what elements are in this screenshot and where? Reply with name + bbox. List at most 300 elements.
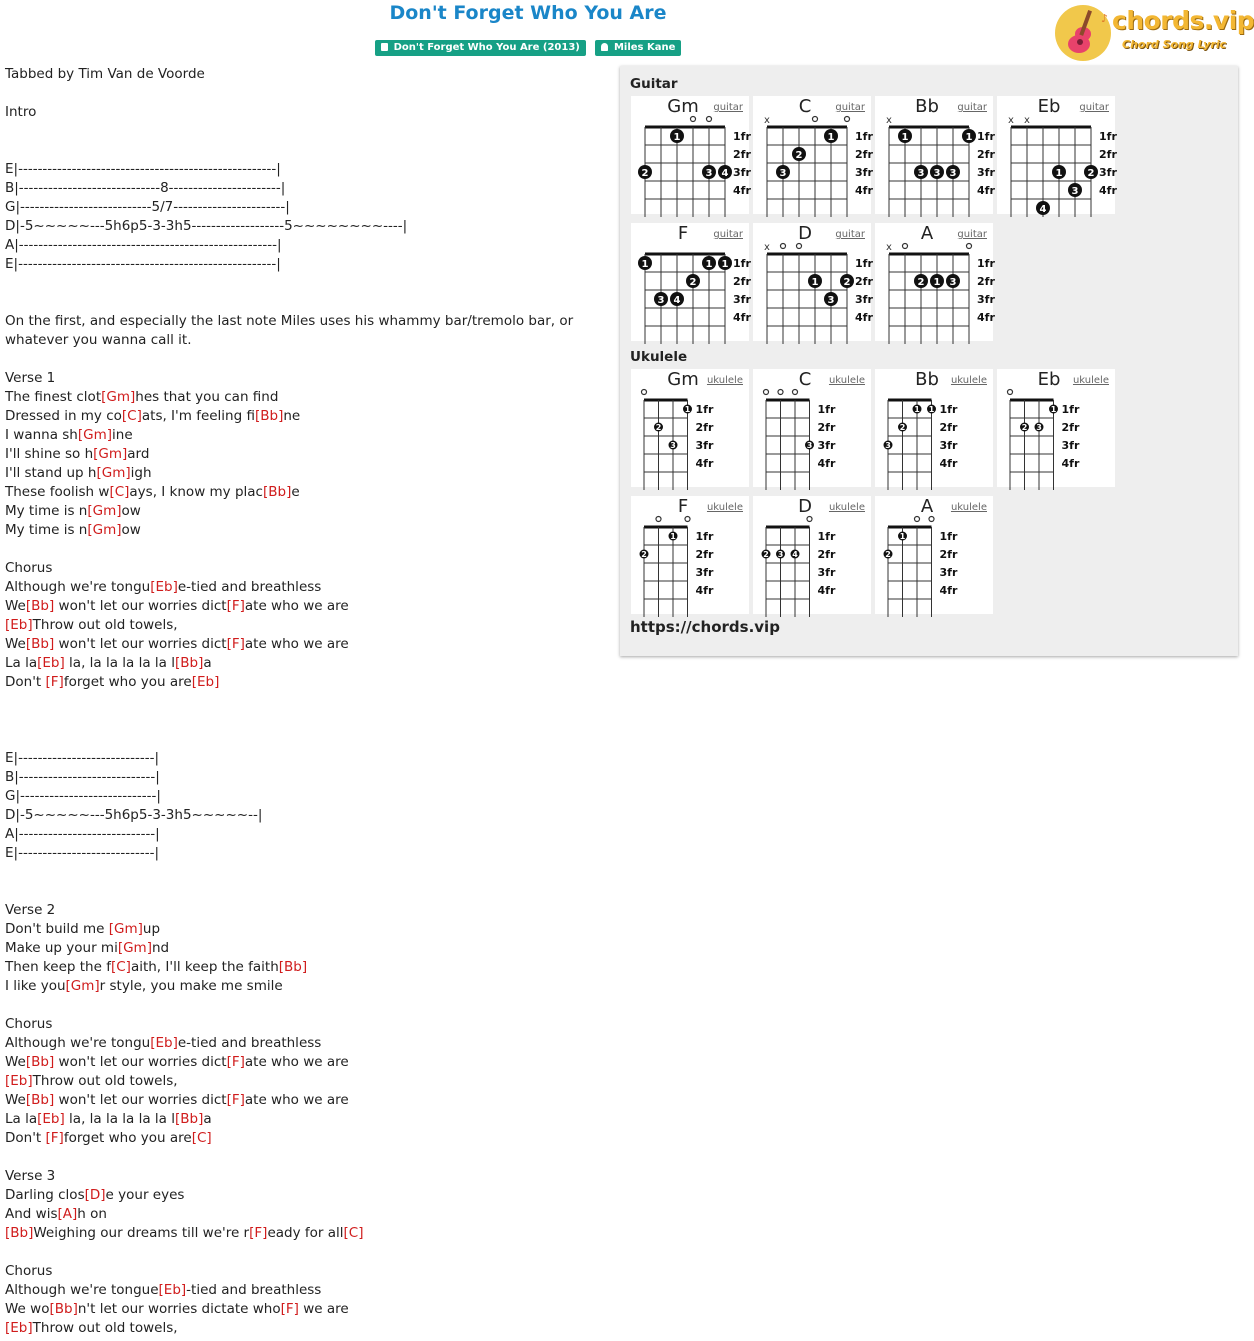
fret-label: 1fr: [977, 130, 995, 143]
guitar-link[interactable]: guitar: [835, 229, 865, 240]
chord-diagram: [753, 223, 871, 341]
lyric-text: ate who we are: [244, 636, 349, 652]
lyric-text: We: [5, 636, 26, 652]
finger-number: 1: [721, 259, 729, 270]
lyric-line: [5, 160, 610, 179]
chord-marker[interactable]: [Eb]: [158, 1282, 187, 1298]
lyric-line: [5, 597, 610, 616]
guitar-link[interactable]: guitar: [957, 229, 987, 240]
finger-number: 1: [641, 259, 649, 270]
chord-marker[interactable]: [Gm]: [93, 446, 128, 462]
fret-label: 2fr: [1061, 421, 1080, 434]
chord-name: A: [920, 496, 934, 517]
lyric-text: ats, I'm feeling fi: [141, 408, 255, 424]
fret-label: 2fr: [855, 275, 873, 288]
finger-number: 2: [763, 550, 769, 559]
lyric-text: My time is n: [5, 503, 88, 519]
fret-label: 3fr: [855, 293, 873, 306]
album-tag-label: Don't Forget Who You Are (2013): [393, 42, 580, 53]
open-string-marker: [967, 244, 972, 249]
lyric-text: won't let our worries dict: [54, 1054, 227, 1070]
chord-marker[interactable]: [Eb]: [5, 1073, 33, 1089]
lyric-line: [5, 711, 610, 730]
fret-label: 1fr: [977, 257, 995, 270]
open-string-marker: [813, 117, 818, 122]
chord-diagram: [631, 96, 749, 214]
finger-number: 3: [949, 277, 957, 288]
finger-number: 3: [827, 295, 835, 306]
chord-marker[interactable]: [F]: [280, 1301, 299, 1317]
fret-label: 4fr: [817, 457, 836, 470]
chord-diagram: [875, 369, 993, 487]
open-string-marker: [656, 517, 661, 522]
fret-label: 1fr: [1099, 130, 1117, 143]
guitar-link[interactable]: guitar: [713, 102, 743, 113]
chord-marker[interactable]: [Bb]: [25, 1092, 55, 1108]
fret-label: 2fr: [817, 421, 836, 434]
lyric-text: ate who we are: [244, 1092, 349, 1108]
lyric-text: G|----------------------------|: [5, 788, 161, 804]
fret-label: 2fr: [977, 275, 995, 288]
lyric-text: won't let our worries dict: [54, 1092, 227, 1108]
chord-marker[interactable]: [F]: [226, 1054, 245, 1070]
ukulele-link[interactable]: ukulele: [828, 502, 865, 513]
lyric-text: E|-----------------------------------------------------|: [5, 161, 281, 177]
chord-marker[interactable]: [Eb]: [5, 617, 33, 633]
finger-number: 1: [933, 277, 941, 288]
lyric-line: [5, 331, 610, 350]
finger-number: 3: [933, 168, 941, 179]
lyric-text: up: [142, 921, 161, 937]
chord-marker[interactable]: [D]: [84, 1187, 106, 1203]
lyric-line: [5, 920, 610, 939]
ukulele-chord-eb[interactable]: [997, 369, 1115, 487]
lyric-line: [5, 616, 610, 635]
chord-marker[interactable]: [F]: [226, 636, 245, 652]
ukulele-chord-bb[interactable]: [875, 369, 993, 487]
lyric-text: ard: [127, 446, 150, 462]
open-string-marker: [793, 390, 798, 395]
guitar-link[interactable]: guitar: [1079, 102, 1109, 113]
lyric-line: [5, 407, 610, 426]
lyric-line: [5, 635, 610, 654]
lyric-text: We: [5, 1054, 26, 1070]
lyric-line: [5, 958, 610, 977]
ukulele-link[interactable]: ukulele: [828, 375, 865, 386]
finger-number: 3: [1036, 423, 1042, 432]
chord-marker[interactable]: [Bb]: [254, 408, 284, 424]
ukulele-chord-d[interactable]: [753, 496, 871, 614]
chord-marker[interactable]: [F]: [45, 1130, 64, 1146]
fret-label: 2fr: [977, 148, 995, 161]
chord-marker[interactable]: [Eb]: [150, 579, 178, 595]
fret-label: 2fr: [695, 421, 714, 434]
fret-label: 1fr: [733, 130, 751, 143]
finger-number: 2: [641, 168, 649, 179]
chord-name: Gm: [667, 369, 699, 390]
finger-number: 3: [705, 168, 713, 179]
lyric-line: [5, 1281, 610, 1300]
lyric-text: Although we're tongue: [5, 1282, 159, 1298]
fret-label: 2fr: [1099, 148, 1117, 161]
chord-marker[interactable]: [Bb]: [174, 655, 204, 671]
chord-diagram: [997, 369, 1115, 487]
finger-number: 4: [673, 295, 681, 306]
chord-marker[interactable]: [Bb]: [174, 1111, 204, 1127]
lyric-line: [5, 65, 610, 84]
chord-marker[interactable]: [Eb]: [5, 1320, 33, 1336]
chord-marker[interactable]: [Eb]: [37, 655, 65, 671]
lyric-text: won't let our worries dict: [54, 636, 227, 652]
chord-name: D: [798, 496, 812, 517]
lyric-text: Make up your mi: [5, 940, 118, 956]
fret-label: 2fr: [939, 421, 958, 434]
fret-label: 4fr: [1099, 184, 1117, 197]
chord-marker[interactable]: [Eb]: [37, 1111, 65, 1127]
lyric-line: [5, 1053, 610, 1072]
ukulele-chord-a[interactable]: [875, 496, 993, 614]
finger-number: 3: [806, 441, 813, 450]
open-string-marker: [781, 244, 786, 249]
lyric-line: [5, 521, 610, 540]
ukulele-link[interactable]: ukulele: [706, 375, 743, 386]
person-icon: [601, 43, 608, 51]
lyric-text: a: [203, 655, 212, 671]
lyric-text: r style, you make me smile: [99, 978, 283, 994]
fret-label: 3fr: [817, 566, 836, 579]
fret-label: 2fr: [695, 548, 714, 561]
lyric-text: Verse 3: [5, 1168, 56, 1184]
lyric-text: These foolish w: [5, 484, 110, 500]
lyric-text: Don't build me: [5, 921, 109, 937]
lyric-text: Darling clos: [5, 1187, 85, 1203]
lyric-text: My time is n: [5, 522, 88, 538]
finger-number: 4: [792, 550, 798, 559]
finger-number: 1: [670, 532, 676, 541]
chord-diagram: [631, 496, 749, 614]
lyric-text: And wis: [5, 1206, 58, 1222]
fret-label: 4fr: [855, 184, 873, 197]
ukulele-link[interactable]: ukulele: [706, 502, 743, 513]
chord-name: F: [677, 496, 689, 517]
chord-name: C: [798, 369, 812, 390]
site-link[interactable]: https://chords.vip: [630, 618, 780, 636]
fret-label: 3fr: [1099, 166, 1117, 179]
open-string-marker: [778, 390, 783, 395]
lyric-text: Although we're tongu: [5, 579, 151, 595]
finger-number: 3: [1071, 186, 1079, 197]
open-string-marker: [685, 517, 690, 522]
lyric-line: [5, 1167, 610, 1186]
chord-marker[interactable]: [Eb]: [150, 1035, 178, 1051]
album-icon: [381, 43, 388, 51]
chord-marker[interactable]: [Gm]: [108, 921, 143, 937]
lyric-line: [5, 179, 610, 198]
lyric-line: [5, 369, 610, 388]
chord-marker[interactable]: [Gm]: [101, 389, 136, 405]
lyric-text: Throw out old towels,: [32, 1073, 178, 1089]
lyric-text: I'll shine so h: [5, 446, 94, 462]
chord-marker[interactable]: [Bb]: [49, 1301, 78, 1317]
lyric-text: Weighing our dreams till we're r: [33, 1225, 250, 1241]
lyric-text: ow: [121, 522, 141, 538]
ukulele-link[interactable]: ukulele: [950, 502, 987, 513]
open-string-marker: [797, 244, 802, 249]
lyric-text: forget who you are: [63, 674, 192, 690]
finger-number: 2: [1021, 423, 1028, 432]
page-title: Don't Forget Who You Are: [389, 2, 667, 24]
fret-label: 1fr: [855, 130, 873, 143]
lyric-text: Throw out old towels,: [32, 617, 178, 633]
fret-label: 1fr: [817, 530, 836, 543]
ukulele-link[interactable]: ukulele: [950, 375, 987, 386]
lyric-line: [5, 426, 610, 445]
lyric-line: [5, 654, 610, 673]
chord-marker[interactable]: [Gm]: [87, 522, 122, 538]
lyric-text: G|---------------------------5/7-----------------------|: [5, 199, 290, 215]
lyric-text: igh: [130, 465, 152, 481]
finger-number: 3: [670, 441, 676, 450]
lyric-line: [5, 103, 610, 122]
chord-marker[interactable]: [C]: [343, 1225, 364, 1241]
chord-marker[interactable]: [Gm]: [117, 940, 152, 956]
lyric-text: h on: [77, 1206, 107, 1222]
site-logo[interactable]: [1054, 2, 1254, 62]
lyric-text: e: [291, 484, 300, 500]
chord-marker[interactable]: [A]: [57, 1206, 78, 1222]
lyric-text: La la: [5, 655, 38, 671]
fret-label: 1fr: [695, 403, 714, 416]
lyric-line: [5, 1091, 610, 1110]
chord-panel: [620, 66, 1238, 656]
lyric-line: [5, 882, 610, 901]
fret-label: 4fr: [695, 457, 714, 470]
guitar-chord-eb[interactable]: [997, 96, 1115, 214]
fret-label: 1fr: [939, 530, 958, 543]
finger-number: 1: [965, 132, 973, 143]
lyric-text: ow: [121, 503, 141, 519]
finger-number: 2: [1087, 168, 1095, 179]
lyric-line: [5, 388, 610, 407]
chord-marker[interactable]: [Gm]: [77, 427, 113, 443]
ukulele-link[interactable]: ukulele: [1072, 375, 1109, 386]
fret-label: 3fr: [1061, 439, 1080, 452]
chord-marker[interactable]: [C]: [109, 484, 130, 500]
lyric-text: e-tied and breathless: [177, 579, 322, 595]
finger-number: 1: [914, 405, 920, 414]
finger-number: 1: [811, 277, 819, 288]
finger-number: 2: [641, 550, 647, 559]
chord-name: Bb: [915, 96, 939, 117]
lyric-line: [5, 236, 610, 255]
lyric-line: [5, 445, 610, 464]
chord-marker[interactable]: [C]: [191, 1130, 212, 1146]
fret-label: 2fr: [939, 548, 958, 561]
chord-marker[interactable]: [Eb]: [191, 674, 220, 690]
finger-number: 4: [1039, 204, 1047, 215]
ukulele-chord-gm[interactable]: [631, 369, 749, 487]
finger-number: 2: [885, 550, 891, 559]
lyric-text: Chorus: [5, 560, 53, 576]
lyric-line: [5, 293, 610, 312]
chord-marker[interactable]: [F]: [226, 598, 245, 614]
lyric-text: B|----------------------------|: [5, 769, 160, 785]
chord-marker[interactable]: [F]: [249, 1225, 268, 1241]
lyric-text: ate who we are: [244, 1054, 349, 1070]
finger-number: 2: [843, 277, 851, 288]
lyric-text: Throw out old towels,: [32, 1320, 178, 1336]
lyric-text: Tabbed by Tim Van de Voorde: [5, 66, 205, 82]
chord-name: Gm: [667, 96, 699, 117]
chord-name: Eb: [1037, 369, 1061, 390]
chord-name: F: [677, 223, 689, 244]
lyric-text: a: [203, 1111, 212, 1127]
lyric-line: [5, 274, 610, 293]
lyric-text: hes that you can find: [135, 389, 279, 405]
guitar-chord-d[interactable]: [753, 223, 871, 341]
guitar-link[interactable]: guitar: [713, 229, 743, 240]
open-string-marker: [1008, 390, 1013, 395]
fret-label: 2fr: [733, 148, 751, 161]
finger-number: 3: [779, 168, 787, 179]
ukulele-chord-c[interactable]: [753, 369, 871, 487]
lyric-line: [5, 673, 610, 692]
fret-label: 3fr: [733, 166, 751, 179]
chord-marker[interactable]: [F]: [226, 1092, 245, 1108]
lyric-text: E|----------------------------|: [5, 750, 160, 766]
chord-marker[interactable]: [F]: [45, 674, 64, 690]
fret-label: 2fr: [817, 548, 836, 561]
chord-marker[interactable]: [Gm]: [87, 503, 122, 519]
chord-marker[interactable]: [Bb]: [278, 959, 308, 975]
fret-label: 4fr: [817, 584, 836, 597]
lyric-line: [5, 901, 610, 920]
chord-diagram: [875, 223, 993, 341]
chord-marker[interactable]: [Gm]: [96, 465, 131, 481]
muted-string-marker: x: [1024, 115, 1030, 126]
fret-label: 4fr: [977, 184, 995, 197]
finger-number: 1: [684, 405, 691, 414]
chord-marker[interactable]: [Bb]: [25, 1054, 55, 1070]
guitar-chord-c[interactable]: [753, 96, 871, 214]
lyric-text: nd: [151, 940, 170, 956]
lyric-text: Then keep the f: [5, 959, 111, 975]
chord-name: A: [920, 223, 934, 244]
chord-marker[interactable]: [Bb]: [5, 1225, 34, 1241]
lyric-line: [5, 844, 610, 863]
lyric-text: Don't: [5, 674, 46, 690]
album-tag[interactable]: [375, 40, 586, 56]
chord-diagram: [753, 96, 871, 214]
lyric-line: [5, 578, 610, 597]
fret-label: 3fr: [977, 166, 995, 179]
chord-diagram: [875, 496, 993, 614]
guitar-chord-a[interactable]: [875, 223, 993, 341]
fret-label: 4fr: [855, 311, 873, 324]
lyric-text: e-tied and breathless: [177, 1035, 322, 1051]
lyric-line: [5, 1129, 610, 1148]
chord-marker[interactable]: [Bb]: [25, 636, 55, 652]
guitar-link[interactable]: guitar: [835, 102, 865, 113]
chord-marker[interactable]: [C]: [121, 408, 142, 424]
fret-label: 1fr: [733, 257, 751, 270]
artist-tag-label: Miles Kane: [613, 42, 676, 53]
lyric-text: E|-----------------------------------------------------|: [5, 256, 281, 272]
lyric-line: [5, 198, 610, 217]
chord-marker[interactable]: [C]: [110, 959, 131, 975]
lyric-line: [5, 996, 610, 1015]
lyric-text: The finest clot: [5, 389, 102, 405]
lyric-line: [5, 939, 610, 958]
lyric-text: eady for all: [267, 1225, 344, 1241]
guitar-chord-f[interactable]: [631, 223, 749, 341]
fret-label: 3fr: [855, 166, 873, 179]
lyric-text: E|----------------------------|: [5, 845, 160, 861]
ukulele-chord-f[interactable]: [631, 496, 749, 614]
open-string-marker: [807, 517, 812, 522]
lyric-line: [5, 1262, 610, 1281]
chord-diagram: [997, 96, 1115, 214]
fret-label: 3fr: [939, 439, 958, 452]
lyrics-body: [5, 65, 610, 1338]
chord-diagram: [753, 369, 871, 487]
finger-number: 2: [795, 150, 803, 161]
lyric-text: -tied and breathless: [186, 1282, 322, 1298]
open-string-marker: [707, 117, 712, 122]
fret-label: 3fr: [695, 439, 714, 452]
lyric-text: Intro: [5, 104, 37, 120]
chord-diagram: [875, 96, 993, 214]
lyric-line: [5, 730, 610, 749]
fret-label: 4fr: [1061, 457, 1080, 470]
finger-number: 3: [917, 168, 925, 179]
logo-text: chords.vip: [1112, 6, 1254, 35]
lyric-line: [5, 464, 610, 483]
chord-marker[interactable]: [Bb]: [25, 598, 55, 614]
lyric-line: [5, 122, 610, 141]
guitar-link[interactable]: guitar: [957, 102, 987, 113]
chord-marker[interactable]: [Bb]: [262, 484, 292, 500]
fret-label: 4fr: [733, 184, 751, 197]
chord-marker[interactable]: [Gm]: [65, 978, 100, 994]
lyric-text: ne: [283, 408, 301, 424]
lyric-text: forget who you are: [63, 1130, 192, 1146]
lyric-text: A|----------------------------|: [5, 826, 160, 842]
guitar-chord-bb[interactable]: [875, 96, 993, 214]
lyric-line: [5, 540, 610, 559]
lyric-text: B|-----------------------------8-----------------------|: [5, 180, 286, 196]
fret-label: 3fr: [733, 293, 751, 306]
lyric-text: We: [5, 1092, 26, 1108]
lyric-text: Don't: [5, 1130, 46, 1146]
fret-label: 2fr: [855, 148, 873, 161]
artist-tag[interactable]: [595, 40, 681, 56]
lyric-text: la, la la la la la l: [64, 655, 175, 671]
open-string-marker: [642, 390, 647, 395]
fret-label: 3fr: [695, 566, 714, 579]
fret-label: 3fr: [817, 439, 836, 452]
chord-name: Eb: [1037, 96, 1061, 117]
lyric-line: [5, 692, 610, 711]
ukulele-heading: Ukulele: [630, 349, 688, 365]
finger-number: 1: [827, 132, 835, 143]
open-string-marker: [903, 244, 908, 249]
lyric-text: La la: [5, 1111, 38, 1127]
muted-string-marker: x: [886, 115, 892, 126]
chord-name: D: [798, 223, 812, 244]
guitar-chord-gm[interactable]: [631, 96, 749, 214]
finger-number: 1: [899, 532, 906, 541]
